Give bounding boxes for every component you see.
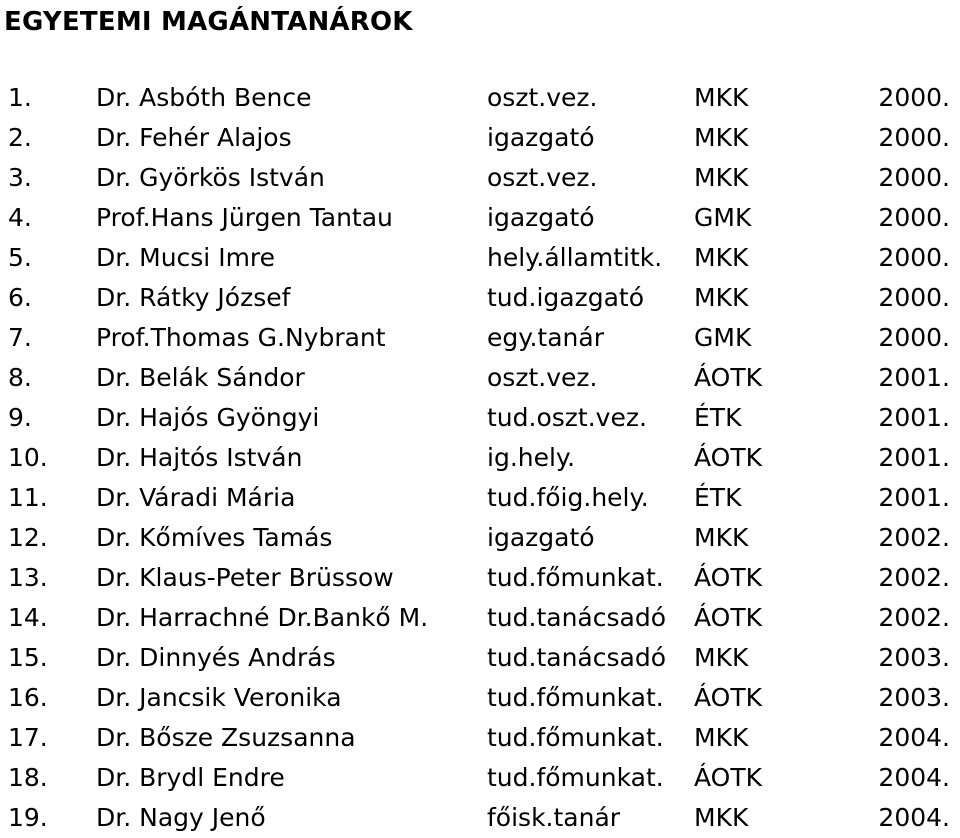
row-position: tud.főig.hely.: [487, 483, 649, 512]
list-item: [0, 518, 960, 558]
row-name: Dr. Rátky József: [96, 283, 291, 312]
row-year: 2000.: [878, 163, 950, 192]
list-item: [0, 678, 960, 718]
row-faculty: ÁOTK: [694, 363, 763, 392]
row-faculty: ÉTK: [694, 483, 742, 512]
list-item: [0, 398, 960, 438]
list-item: [0, 318, 960, 358]
list-item: [0, 558, 960, 598]
row-name: Dr. Belák Sándor: [96, 363, 305, 392]
row-position: tud.oszt.vez.: [487, 403, 647, 432]
row-number: 12.: [8, 523, 48, 552]
row-number: 10.: [8, 443, 48, 472]
row-position: ig.hely.: [487, 443, 576, 472]
row-faculty: ÁOTK: [694, 683, 763, 712]
row-position: egy.tanár: [487, 323, 604, 352]
row-year: 2000.: [878, 243, 950, 272]
row-position: tud.tanácsadó: [487, 643, 667, 672]
row-year: 2002.: [878, 523, 950, 552]
row-position: igazgató: [487, 123, 595, 152]
list-item: [0, 438, 960, 478]
row-name: Dr. Fehér Alajos: [96, 123, 292, 152]
list-item: [0, 718, 960, 758]
row-number: 18.: [8, 763, 48, 792]
row-year: 2004.: [878, 803, 950, 832]
row-name: Dr. Harrachné Dr.Bankő M.: [96, 603, 429, 632]
row-year: 2004.: [878, 763, 950, 792]
row-position: oszt.vez.: [487, 363, 598, 392]
list-item: [0, 358, 960, 398]
row-faculty: GMK: [694, 323, 752, 352]
list-item: [0, 118, 960, 158]
row-name: Dr. Jancsik Veronika: [96, 683, 342, 712]
row-year: 2000.: [878, 203, 950, 232]
row-position: tud.főmunkat.: [487, 723, 664, 752]
row-year: 2001.: [878, 443, 950, 472]
row-faculty: ÁOTK: [694, 443, 763, 472]
row-year: 2001.: [878, 363, 950, 392]
row-name: Dr. Klaus-Peter Brüssow: [96, 563, 394, 592]
row-position: tud.főmunkat.: [487, 683, 664, 712]
row-year: 2003.: [878, 643, 950, 672]
row-faculty: MKK: [694, 523, 749, 552]
row-number: 2.: [8, 123, 32, 152]
row-year: 2000.: [878, 83, 950, 112]
list-item: [0, 758, 960, 798]
row-faculty: MKK: [694, 283, 749, 312]
row-faculty: MKK: [694, 163, 749, 192]
row-number: 17.: [8, 723, 48, 752]
row-number: 5.: [8, 243, 32, 272]
row-name: Dr. Nagy Jenő: [96, 803, 266, 832]
row-number: 13.: [8, 563, 48, 592]
row-year: 2002.: [878, 603, 950, 632]
row-name: Dr. Kőmíves Tamás: [96, 523, 333, 552]
list-item: [0, 238, 960, 278]
row-number: 6.: [8, 283, 32, 312]
row-name: Dr. Brydl Endre: [96, 763, 285, 792]
list-item: [0, 598, 960, 638]
list-item: [0, 798, 960, 838]
row-name: Dr. Dinnyés András: [96, 643, 336, 672]
row-position: tud.igazgató: [487, 283, 645, 312]
row-position: igazgató: [487, 523, 595, 552]
row-name: Prof.Hans Jürgen Tantau: [96, 203, 393, 232]
row-position: tud.főmunkat.: [487, 563, 664, 592]
teacher-list: [0, 78, 960, 838]
row-number: 14.: [8, 603, 48, 632]
row-number: 4.: [8, 203, 32, 232]
list-item: [0, 198, 960, 238]
row-position: oszt.vez.: [487, 83, 598, 112]
row-year: 2003.: [878, 683, 950, 712]
row-year: 2000.: [878, 323, 950, 352]
row-faculty: MKK: [694, 803, 749, 832]
row-number: 16.: [8, 683, 48, 712]
row-name: Dr. Mucsi Imre: [96, 243, 276, 272]
row-position: hely.államtitk.: [487, 243, 663, 272]
row-faculty: MKK: [694, 123, 749, 152]
row-faculty: ÁOTK: [694, 763, 763, 792]
row-name: Dr. Hajós Gyöngyi: [96, 403, 320, 432]
row-number: 15.: [8, 643, 48, 672]
row-year: 2001.: [878, 483, 950, 512]
row-position: tud.tanácsadó: [487, 603, 667, 632]
row-name: Dr. Bősze Zsuzsanna: [96, 723, 356, 752]
list-item: [0, 78, 960, 118]
row-year: 2000.: [878, 123, 950, 152]
row-faculty: ÉTK: [694, 403, 742, 432]
row-faculty: GMK: [694, 203, 752, 232]
row-number: 8.: [8, 363, 32, 392]
page-title: EGYETEMI MAGÁNTANÁROK: [4, 7, 413, 37]
row-name: Dr. Váradi Mária: [96, 483, 296, 512]
row-faculty: ÁOTK: [694, 603, 763, 632]
row-name: Prof.Thomas G.Nybrant: [96, 323, 386, 352]
row-number: 19.: [8, 803, 48, 832]
row-position: igazgató: [487, 203, 595, 232]
row-year: 2004.: [878, 723, 950, 752]
list-item: [0, 278, 960, 318]
row-faculty: ÁOTK: [694, 563, 763, 592]
row-name: Dr. Asbóth Bence: [96, 83, 312, 112]
row-faculty: MKK: [694, 83, 749, 112]
row-year: 2001.: [878, 403, 950, 432]
row-name: Dr. Hajtós István: [96, 443, 303, 472]
row-number: 3.: [8, 163, 32, 192]
row-number: 1.: [8, 83, 32, 112]
row-faculty: MKK: [694, 243, 749, 272]
row-position: tud.főmunkat.: [487, 763, 664, 792]
row-name: Dr. Györkös István: [96, 163, 325, 192]
row-number: 11.: [8, 483, 48, 512]
row-number: 7.: [8, 323, 32, 352]
row-year: 2000.: [878, 283, 950, 312]
list-item: [0, 478, 960, 518]
row-position: oszt.vez.: [487, 163, 598, 192]
row-year: 2002.: [878, 563, 950, 592]
row-faculty: MKK: [694, 643, 749, 672]
row-faculty: MKK: [694, 723, 749, 752]
list-item: [0, 638, 960, 678]
row-number: 9.: [8, 403, 32, 432]
row-position: főisk.tanár: [487, 803, 621, 832]
list-item: [0, 158, 960, 198]
